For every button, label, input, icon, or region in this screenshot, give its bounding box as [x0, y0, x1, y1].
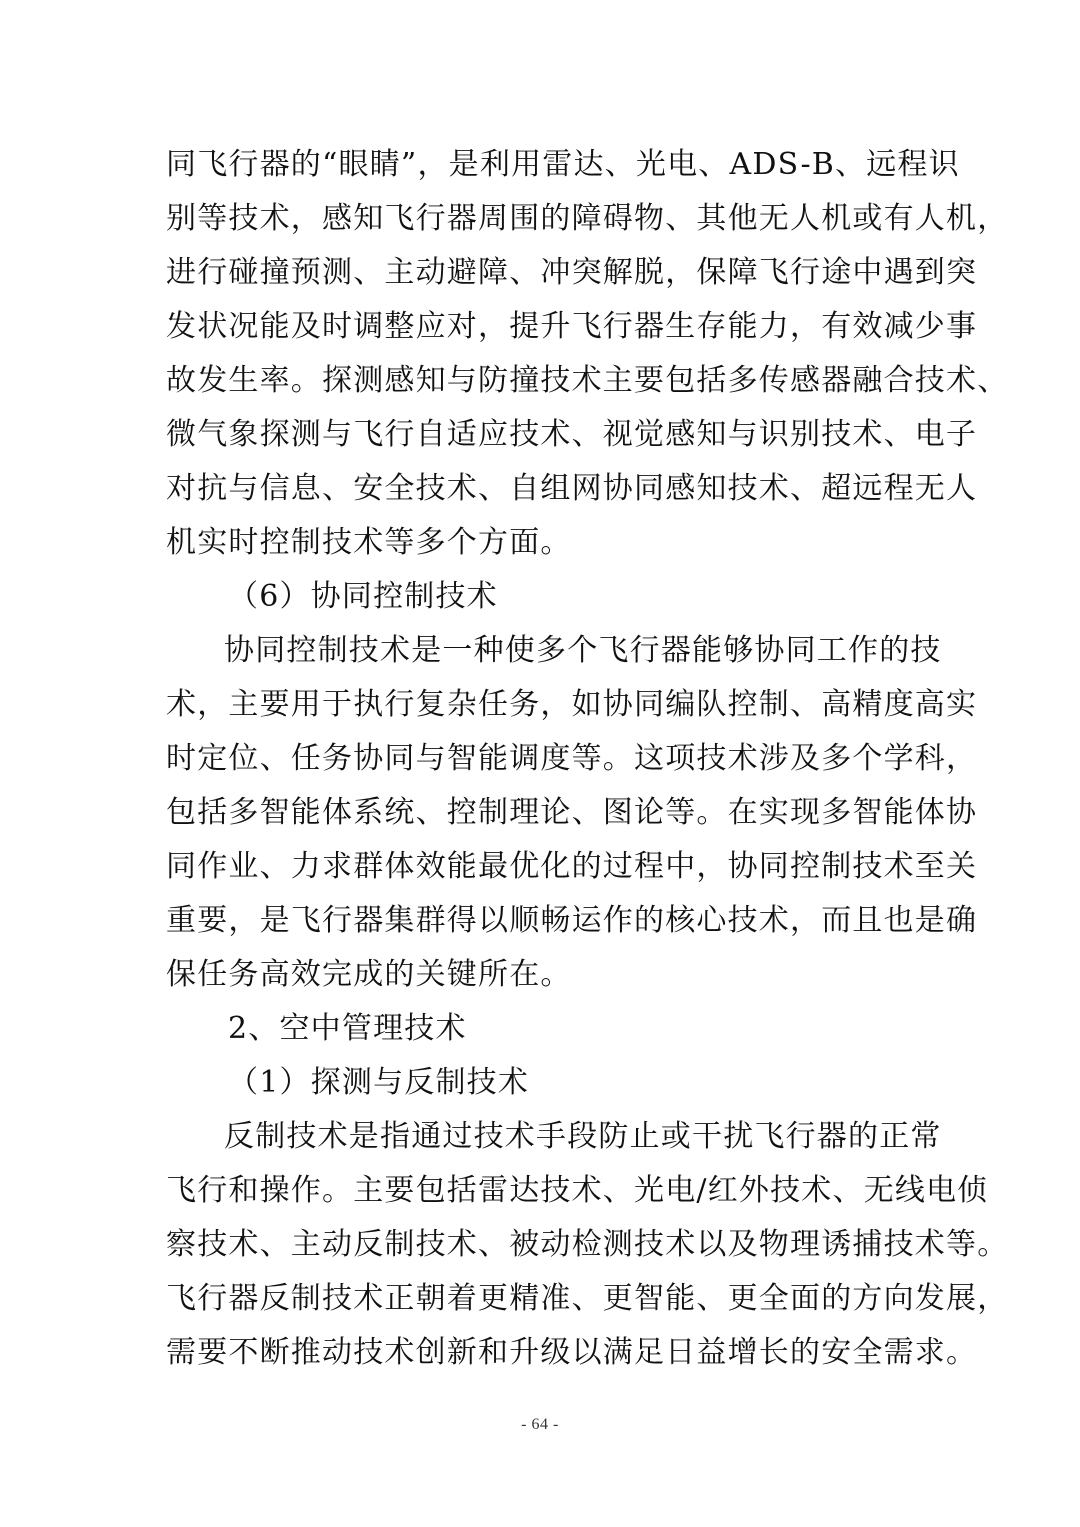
body-text-line: 机实时控制技术等多个方面。 — [166, 525, 572, 560]
body-text-line: 重要，是飞行器集群得以顺畅运作的核心技术，而且也是确 — [166, 903, 978, 938]
body-text-line: 时定位、任务协同与智能调度等。这项技术涉及多个学科， — [166, 741, 978, 776]
body-text-line: 进行碰撞预测、主动避障、冲突解脱，保障飞行途中遇到突 — [166, 255, 978, 290]
body-text-line: 别等技术，感知飞行器周围的障碍物、其他无人机或有人机， — [166, 201, 1009, 236]
body-text-line: 飞行器反制技术正朝着更精准、更智能、更全面的方向发展， — [166, 1281, 1009, 1316]
body-text-line: 同飞行器的“眼睛”，是利用雷达、光电、ADS-B、远程识 — [166, 147, 960, 182]
body-text-line: 微气象探测与飞行自适应技术、视觉感知与识别技术、电子 — [166, 417, 978, 452]
body-text-line: 保任务高效完成的关键所在。 — [166, 957, 572, 992]
body-text-line: 需要不断推动技术创新和升级以满足日益增长的安全需求。 — [166, 1335, 978, 1370]
body-text-line: 反制技术是指通过技术手段防止或干扰飞行器的正常 — [224, 1119, 942, 1154]
section-heading: 2、空中管理技术 — [228, 1011, 467, 1046]
body-text-line: 术，主要用于执行复杂任务，如协同编队控制、高精度高实 — [166, 687, 978, 722]
body-text-line: 发状况能及时调整应对，提升飞行器生存能力，有效减少事 — [166, 309, 978, 344]
page-number: - 64 - — [521, 1416, 559, 1433]
body-text-line: 包括多智能体系统、控制理论、图论等。在实现多智能体协 — [166, 795, 978, 830]
body-text-line: 协同控制技术是一种使多个飞行器能够协同工作的技 — [224, 633, 942, 668]
subsection-heading: （1）探测与反制技术 — [228, 1065, 530, 1100]
body-text-line: 对抗与信息、安全技术、自组网协同感知技术、超远程无人 — [166, 471, 978, 506]
body-text-line: 察技术、主动反制技术、被动检测技术以及物理诱捕技术等。 — [166, 1227, 1009, 1262]
document-body — [166, 138, 1009, 1380]
section-heading: （6）协同控制技术 — [228, 579, 498, 614]
body-text-line: 故发生率。探测感知与防撞技术主要包括多传感器融合技术、 — [166, 363, 1009, 398]
body-text-line: 同作业、力求群体效能最优化的过程中，协同控制技术至关 — [166, 849, 978, 884]
body-text-line: 飞行和操作。主要包括雷达技术、光电/红外技术、无线电侦 — [166, 1173, 989, 1208]
